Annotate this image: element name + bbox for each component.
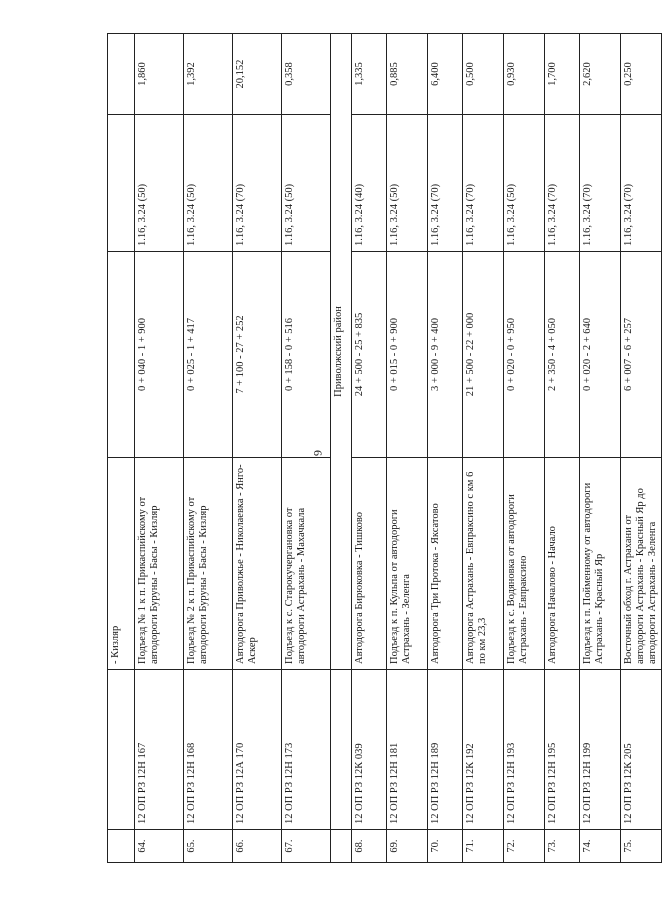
- cell-num: 73.: [545, 830, 580, 863]
- cell-position: 2 + 350 - 4 + 050: [545, 252, 580, 458]
- roads-table: [107, 33, 662, 863]
- cell-position: 0 + 020 - 0 + 950: [504, 252, 545, 458]
- cell-position: 0 + 025 - 1 + 417: [184, 252, 233, 458]
- cell-value: 1,392: [184, 34, 233, 115]
- cell-position: 0 + 158 - 0 + 516: [282, 252, 331, 458]
- table-row: [580, 34, 621, 863]
- cell-value: [108, 34, 135, 115]
- cell-code: 12 ОП РЗ 12Н 168: [184, 670, 233, 830]
- cell-value: 1,335: [352, 34, 387, 115]
- cell-code: 12 ОП РЗ 12Н 199: [580, 670, 621, 830]
- roads-table-body: [108, 34, 662, 863]
- cell-param: 1.16, 3.24 (50): [184, 115, 233, 252]
- table-row: [428, 34, 463, 863]
- cell-num: 66.: [233, 830, 282, 863]
- cell-value: 0,885: [387, 34, 428, 115]
- table-row: [387, 34, 428, 863]
- cell-code: 12 ОП РЗ 12К 205: [621, 670, 662, 830]
- cell-num: 71.: [463, 830, 504, 863]
- cell-code: [331, 670, 352, 830]
- cell-value: 2,620: [580, 34, 621, 115]
- cell-num: 72.: [504, 830, 545, 863]
- continuation-row: [108, 34, 135, 863]
- section-row: [331, 34, 352, 863]
- cell-num: [331, 830, 352, 863]
- cell-name: Восточный обход г. Астрахани от автодороги Астрахань - Красный Яр до автодороги Астрахань - Зеленга: [621, 458, 662, 670]
- cell-code: 12 ОП РЗ 12Н 167: [135, 670, 184, 830]
- cell-value: 0,250: [621, 34, 662, 115]
- cell-code: 12 ОП РЗ 12Н 173: [282, 670, 331, 830]
- cell-param: 1.16, 3.24 (50): [135, 115, 184, 252]
- cell-code: [108, 670, 135, 830]
- cell-name: Подъезд к п. Пойменному от автодороги Астрахань - Красный Яр: [580, 458, 621, 670]
- cell-position: 21 + 500 - 22 + 000: [463, 252, 504, 458]
- cell-value: 0,930: [504, 34, 545, 115]
- cell-name: Автодорога Бирюковка - Тишково: [352, 458, 387, 670]
- table-row: [352, 34, 387, 863]
- cell-position: 6 + 007 - 6 + 257: [621, 252, 662, 458]
- cell-code: 12 ОП РЗ 12А 170: [233, 670, 282, 830]
- cell-param: 1.16, 3.24 (70): [428, 115, 463, 252]
- cell-param: 1.16, 3.24 (50): [282, 115, 331, 252]
- cell-value: 1,860: [135, 34, 184, 115]
- cell-num: 64.: [135, 830, 184, 863]
- table-row: [621, 34, 662, 863]
- cell-value: 0,358: [282, 34, 331, 115]
- table-row: [233, 34, 282, 863]
- cell-position: 3 + 000 - 9 + 400: [428, 252, 463, 458]
- cell-position: 24 + 500 - 25 + 835: [352, 252, 387, 458]
- cell-param: 1.16, 3.24 (70): [463, 115, 504, 252]
- cell-param: 1.16, 3.24 (70): [621, 115, 662, 252]
- cell-name: Подъезд № 2 к п. Прикаспийскому от автодороги Буруны - Басы - Кизляр: [184, 458, 233, 670]
- cell-param: [108, 115, 135, 252]
- cell-name: Автодорога Астрахань - Евпраксино с км 6 по км 23,3: [463, 458, 504, 670]
- cell-name: Автодорога Началово - Начало: [545, 458, 580, 670]
- cell-param: 1.16, 3.24 (40): [352, 115, 387, 252]
- cell-name: Подъезд к п. Кульпа от автодороги Астрахань - Зеленга: [387, 458, 428, 670]
- table-row: [463, 34, 504, 863]
- cell-position: 7 + 100 - 27 + 252: [233, 252, 282, 458]
- table-row: [135, 34, 184, 863]
- rotated-table-area: [107, 34, 658, 863]
- cell-name: Подъезд № 1 к п. Прикаспийскому от автодороги Буруны - Басы - Кизляр: [135, 458, 184, 670]
- table-row: [282, 34, 331, 863]
- cell-value: 0,500: [463, 34, 504, 115]
- cell-position: 0 + 040 - 1 + 900: [135, 252, 184, 458]
- cell-name: Подъезд к с. Водяновка от автодороги Астрахань - Евпраксино: [504, 458, 545, 670]
- cell-code: 12 ОП РЗ 12Н 189: [428, 670, 463, 830]
- table-row: [504, 34, 545, 863]
- cell-code: 12 ОП РЗ 12Н 181: [387, 670, 428, 830]
- cell-param: 1.16, 3.24 (70): [233, 115, 282, 252]
- cell-name: - Кизляр: [108, 458, 135, 670]
- cell-value: 20,152: [233, 34, 282, 115]
- cell-code: 12 ОП РЗ 12К 039: [352, 670, 387, 830]
- page-number: 6: [311, 450, 325, 456]
- cell-num: 74.: [580, 830, 621, 863]
- cell-num: 67.: [282, 830, 331, 863]
- cell-position: 0 + 015 - 0 + 900: [387, 252, 428, 458]
- cell-name: Подъезд к с. Старокучергановка от автодороги Астрахань - Махачкала: [282, 458, 331, 670]
- cell-position: [108, 252, 135, 458]
- cell-param: 1.16, 3.24 (50): [504, 115, 545, 252]
- cell-num: 68.: [352, 830, 387, 863]
- cell-num: 69.: [387, 830, 428, 863]
- cell-param: 1.16, 3.24 (50): [387, 115, 428, 252]
- table-row: [545, 34, 580, 863]
- cell-num: 65.: [184, 830, 233, 863]
- cell-num: 75.: [621, 830, 662, 863]
- cell-num: 70.: [428, 830, 463, 863]
- section-heading: Приволжский район: [331, 34, 352, 670]
- cell-num: [108, 830, 135, 863]
- cell-value: 6,400: [428, 34, 463, 115]
- cell-position: 0 + 020 - 2 + 640: [580, 252, 621, 458]
- cell-name: Автодорога Три Протока - Яксатово: [428, 458, 463, 670]
- cell-code: 12 ОП РЗ 12Н 193: [504, 670, 545, 830]
- cell-name: Автодорога Приволжье - Николаевка - Янго-Аскер: [233, 458, 282, 670]
- cell-code: 12 ОП РЗ 12Н 195: [545, 670, 580, 830]
- cell-param: 1.16, 3.24 (70): [580, 115, 621, 252]
- cell-param: 1.16, 3.24 (70): [545, 115, 580, 252]
- cell-value: 1,700: [545, 34, 580, 115]
- cell-code: 12 ОП РЗ 12К 192: [463, 670, 504, 830]
- table-row: [184, 34, 233, 863]
